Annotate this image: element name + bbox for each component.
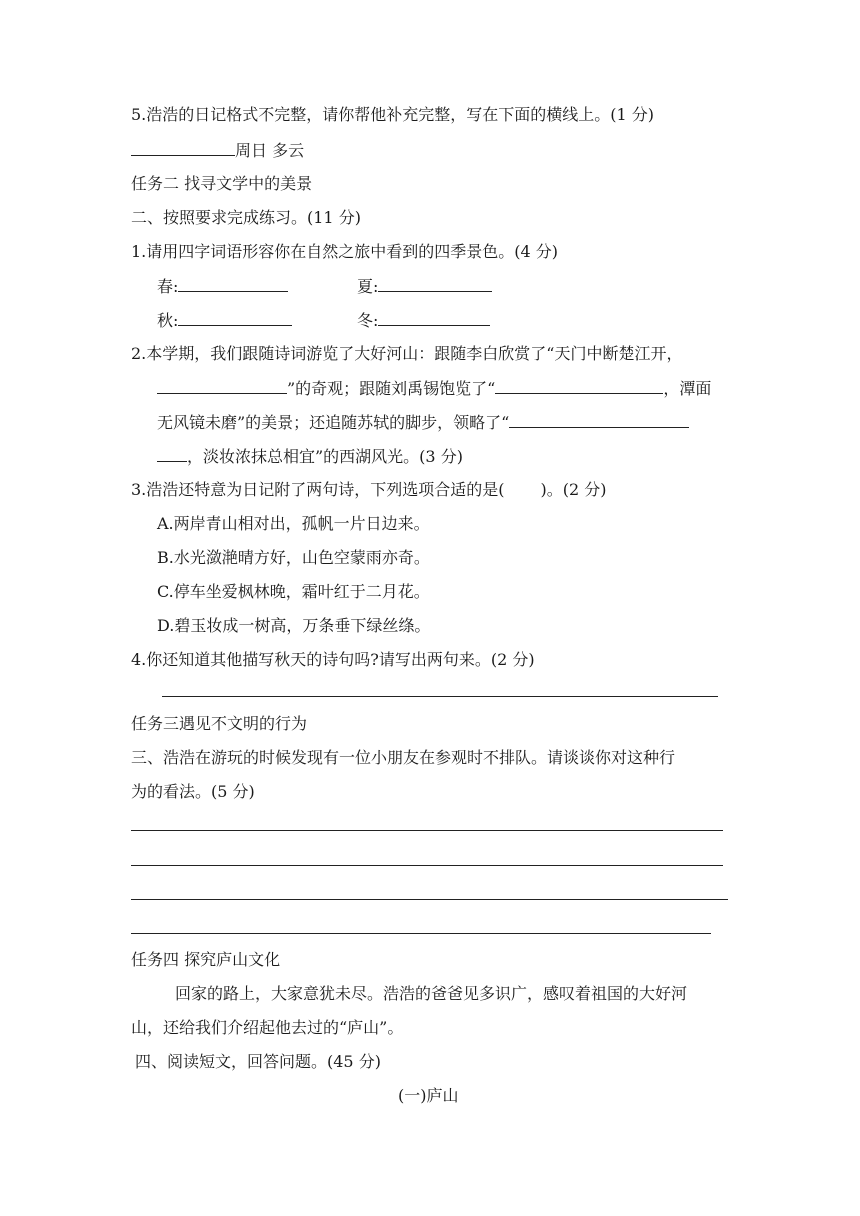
question-3-text-b: )。(2 分) xyxy=(540,480,607,499)
spring-field xyxy=(157,275,288,298)
summer-field xyxy=(357,275,492,298)
question-2-text-b: ，潭面 xyxy=(663,379,712,398)
option-c[interactable]: C.停车坐爱枫林晚，霜叶红于二月花。 xyxy=(157,582,430,601)
passage-title: (一)庐山 xyxy=(398,1086,459,1105)
spring-blank[interactable] xyxy=(178,275,288,292)
date-blank[interactable] xyxy=(131,139,235,156)
question-2-line-3 xyxy=(157,411,689,434)
task-3-title: 任务三遇见不文明的行为 xyxy=(131,714,308,733)
option-b[interactable]: B.水光潋滟晴方好，山色空蒙雨亦奇。 xyxy=(157,548,430,567)
summer-label: 夏: xyxy=(357,277,379,296)
spring-label: 春: xyxy=(157,277,179,296)
question-3 xyxy=(131,479,607,501)
answer-line-4[interactable] xyxy=(131,933,711,934)
question-2-text-d: ，淡妆浓抹总相宜”的西湖风光。(3 分) xyxy=(187,447,463,466)
intro-paragraph-line-1: 回家的路上，大家意犹未尽。浩浩的爸爸见多识广，感叹着祖国的大好河 xyxy=(175,984,688,1003)
diary-weekday-weather: 周日 多云 xyxy=(235,141,305,160)
poem-blank-3-cont[interactable] xyxy=(157,445,187,462)
autumn-label: 秋: xyxy=(157,311,179,330)
autumn-field xyxy=(157,309,292,332)
question-2-line-2 xyxy=(157,377,711,400)
answer-line-q4[interactable] xyxy=(162,696,718,697)
question-1: 1.请用四字词语形容你在自然之旅中看到的四季景色。(4 分) xyxy=(131,242,559,261)
winter-blank[interactable] xyxy=(378,309,490,326)
answer-line-3[interactable] xyxy=(131,899,728,900)
question-5: 5.浩浩的日记格式不完整，请你帮他补充完整，写在下面的横线上。(1 分) xyxy=(131,105,655,124)
winter-label: 冬: xyxy=(357,311,379,330)
poem-blank-1[interactable] xyxy=(157,377,287,394)
option-d[interactable]: D.碧玉妆成一树高，万条垂下绿丝绦。 xyxy=(157,616,431,635)
poem-blank-2[interactable] xyxy=(495,377,663,394)
poem-blank-3[interactable] xyxy=(509,411,689,428)
question-2-text-c: 无风镜未磨”的美景；还追随苏轼的脚步，领略了“ xyxy=(157,413,510,432)
option-a[interactable]: A.两岸青山相对出，孤帆一片日边来。 xyxy=(157,514,430,533)
task-2-title: 任务二 找寻文学中的美景 xyxy=(131,174,313,193)
intro-paragraph-line-2: 山，还给我们介绍起他去过的“庐山”。 xyxy=(131,1018,404,1037)
question-2-line-4 xyxy=(157,445,463,468)
section-4-heading: 四、阅读短文，回答问题。(45 分) xyxy=(135,1052,381,1071)
question-4: 4.你还知道其他描写秋天的诗句吗?请写出两句来。(2 分) xyxy=(131,650,535,669)
question-2-line-1: 2.本学期，我们跟随诗词游览了大好河山：跟随李白欣赏了“天门中断楚江开， xyxy=(131,344,683,363)
question-3-text-a: 3.浩浩还特意为日记附了两句诗，下列选项合适的是( xyxy=(131,480,505,499)
answer-line-2[interactable] xyxy=(131,865,723,866)
section-3-line-1: 三、浩浩在游玩的时候发现有一位小朋友在参观时不排队。请谈谈你对这种行 xyxy=(131,748,676,767)
autumn-blank[interactable] xyxy=(178,309,292,326)
question-2-text-a: ”的奇观；跟随刘禹锡饱览了“ xyxy=(287,379,496,398)
summer-blank[interactable] xyxy=(378,275,492,292)
section-3-line-2: 为的看法。(5 分) xyxy=(131,782,255,801)
task-4-title: 任务四 探究庐山文化 xyxy=(131,950,281,969)
diary-header-line xyxy=(131,139,304,162)
section-2-heading: 二、按照要求完成练习。(11 分) xyxy=(131,208,361,227)
winter-field xyxy=(357,309,490,332)
answer-line-1[interactable] xyxy=(131,830,723,831)
